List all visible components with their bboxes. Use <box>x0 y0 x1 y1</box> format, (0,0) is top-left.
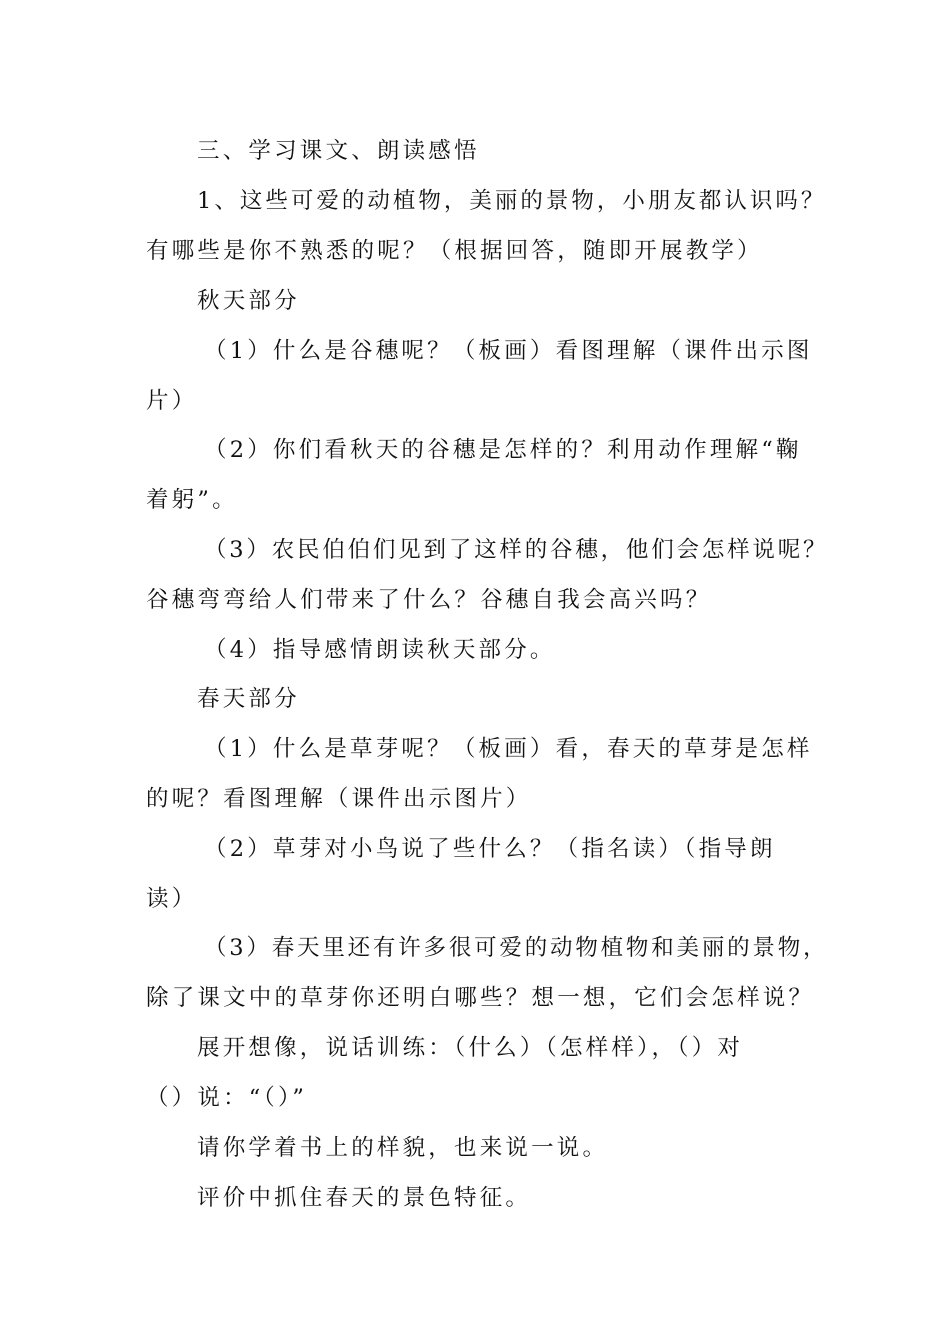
paragraph-line: 片） <box>146 388 198 414</box>
subheading-autumn: 秋天部分 <box>197 288 300 314</box>
paragraph-line: 评价中抓住春天的景色特征。 <box>197 1185 532 1211</box>
paragraph-line: （1）什么是谷穗呢？（板画）看图理解（课件出示图 <box>204 338 813 364</box>
paragraph-line: （）说：“（）” <box>146 1085 308 1111</box>
paragraph-line: 读） <box>146 886 198 912</box>
paragraph-line: 请你学着书上的样貌，也来说一说。 <box>197 1135 609 1161</box>
section-heading: 三、学习课文、朗读感悟 <box>197 138 480 164</box>
paragraph-line: （3）农民伯伯们见到了这样的谷穗，他们会怎样说呢？ <box>204 537 829 563</box>
paragraph-line: 1、这些可爱的动植物，美丽的景物，小朋友都认识吗？ <box>197 188 827 214</box>
subheading-spring: 春天部分 <box>197 686 300 712</box>
paragraph-line: （2）草芽对小鸟说了些什么？（指名读）（指导朗 <box>204 836 776 862</box>
paragraph-line: 谷穗弯弯给人们带来了什么？谷穗自我会高兴吗？ <box>146 587 712 613</box>
paragraph-line: 的呢？看图理解（课件出示图片） <box>146 786 532 812</box>
paragraph-line: （1）什么是草芽呢？（板画）看，春天的草芽是怎样 <box>204 736 813 762</box>
paragraph-line: 有哪些是你不熟悉的呢？（根据回答，随即开展教学） <box>146 238 763 264</box>
paragraph-line: 着躬”。 <box>146 487 238 513</box>
paragraph-line: 展开想像，说话训练：（什么）（怎样样），（）对 <box>197 1035 744 1061</box>
paragraph-line: 除了课文中的草芽你还明白哪些？想一想，它们会怎样说？ <box>146 985 815 1011</box>
paragraph-line: （4）指导感情朗读秋天部分。 <box>204 637 556 663</box>
paragraph-line: （2）你们看秋天的谷穗是怎样的？利用动作理解“鞠 <box>204 437 802 463</box>
paragraph-line: （3）春天里还有许多很可爱的动物植物和美丽的景物， <box>204 935 829 961</box>
